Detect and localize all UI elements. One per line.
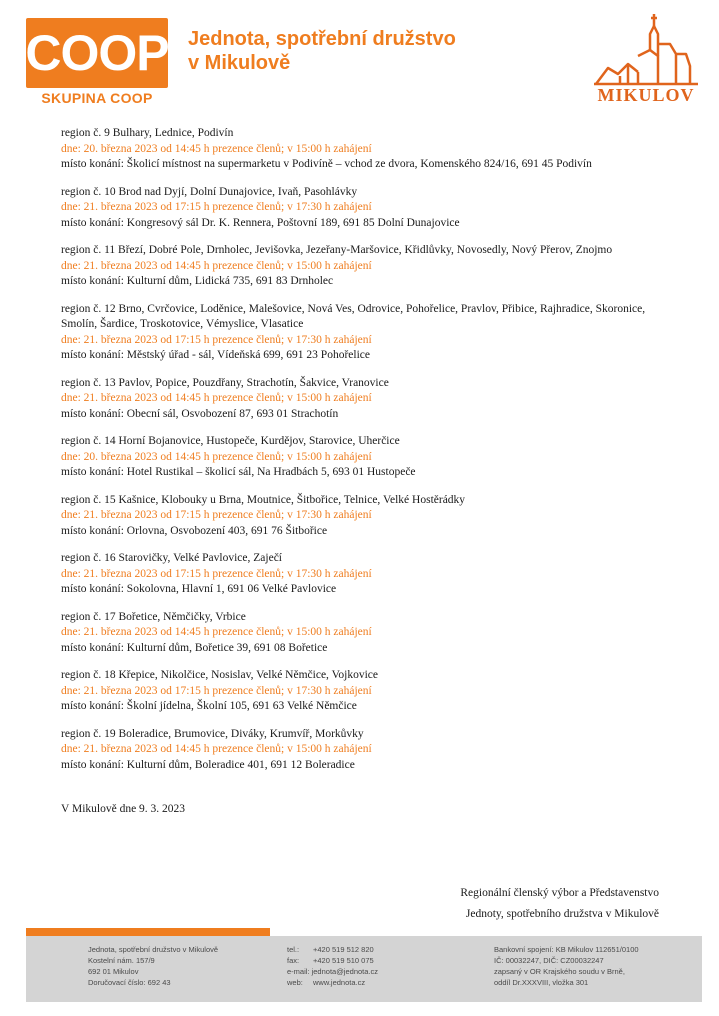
region-heading: region č. 13 Pavlov, Popice, Pouzdřany, Strachotín, Šakvice, Vranovice: [61, 376, 389, 389]
region-place: místo konání: Kulturní dům, Lidická 735, 691 83 Drnholec: [61, 275, 334, 287]
footer-bank-line: zapsaný v OR Krajského soudu v Brně,: [494, 967, 625, 976]
region-date: dne: 21. března 2023 od 14:45 h prezence členů; v 15:00 h zahájení: [61, 259, 372, 272]
region-date: dne: 20. března 2023 od 14:45 h prezence členů; v 15:00 h zahájení: [61, 142, 372, 155]
footer-address-line: Jednota, spotřební družstvo v Mikulově: [88, 945, 219, 954]
footer-contact-fax: [287, 955, 378, 966]
footer-contact-value: +420 519 510 075: [313, 956, 374, 965]
footer-contacts: [287, 944, 378, 988]
region-date: dne: 21. března 2023 od 17:15 h prezence členů; v 17:30 h zahájení: [61, 333, 372, 346]
mikulov-logo: [590, 10, 702, 106]
footer-address: [88, 944, 218, 988]
coop-logo-box: [26, 18, 168, 88]
region-block: [61, 126, 661, 173]
coop-logo: [25, 18, 169, 106]
region-heading: region č. 10 Brod nad Dyjí, Dolní Dunajovice, Ivaň, Pasohlávky: [61, 185, 358, 198]
footer-address-line: Kostelní nám. 157/9: [88, 956, 155, 965]
region-heading: region č. 14 Horní Bojanovice, Hustopeče, Kurdějov, Starovice, Uherčice: [61, 435, 400, 447]
region-place: místo konání: Hotel Rustikal – školicí sál, Na Hradbách 5, 693 01 Hustopeče: [61, 466, 416, 478]
regions-list: [61, 126, 661, 785]
organization-title-line2: v Mikulově: [188, 52, 291, 74]
region-place: místo konání: Školní jídelna, Školní 105, 691 63 Velké Němčice: [61, 700, 357, 712]
region-block: [61, 302, 661, 364]
region-date: dne: 21. března 2023 od 17:15 h prezence členů; v 17:30 h zahájení: [61, 509, 372, 521]
region-heading: region č. 16 Starovičky, Velké Pavlovice, Zaječí: [61, 552, 282, 564]
footer-contact-value: www.jednota.cz: [313, 978, 366, 987]
footer-address-line: 692 01 Mikulov: [88, 967, 139, 976]
signature-line1: Regionální členský výbor a Představenstvo: [460, 887, 659, 899]
region-date: dne: 21. března 2023 od 17:15 h prezence členů; v 17:30 h zahájení: [61, 684, 372, 697]
region-place: místo konání: Kulturní dům, Boleradice 401, 691 12 Boleradice: [61, 758, 355, 771]
region-heading: region č. 9 Bulhary, Lednice, Podivín: [61, 127, 234, 139]
footer-bank-line: IČ: 00032247, DIČ: CZ00032247: [494, 956, 604, 965]
region-block: [61, 727, 661, 774]
region-place: místo konání: Obecní sál, Osvobození 87, 693 01 Strachotín: [61, 407, 339, 420]
mikulov-castle-icon: [590, 10, 702, 86]
region-block: [61, 376, 661, 423]
footer-accent-bar: [26, 928, 270, 936]
region-block: [61, 243, 661, 290]
region-block: [61, 551, 661, 598]
region-place: místo konání: Kongresový sál Dr. K. Rennera, Poštovní 189, 691 85 Dolní Dunajovice: [61, 216, 460, 229]
organization-title: [188, 27, 456, 75]
region-date: dne: 21. března 2023 od 14:45 h prezence členů; v 15:00 h zahájení: [61, 392, 372, 404]
footer-contact-label: tel.:: [287, 945, 300, 954]
region-block: [61, 668, 661, 715]
footer: [26, 936, 702, 1002]
region-place: místo konání: Školicí místnost na supermarketu v Podivíně – vchod ze dvora, Komenského 824/16, 691 45 Podivín: [61, 158, 592, 170]
region-heading: region č. 15 Kašnice, Klobouky u Brna, Moutnice, Šitbořice, Telnice, Velké Hostěrádky: [61, 493, 466, 506]
region-heading: region č. 11 Březí, Dobré Pole, Drnholec, Jevišovka, Jezeřany-Maršovice, Křidlůvky, Novosedly, Nový Přerov, Znojmo: [61, 244, 613, 256]
organization-title-line1: Jednota, spotřební družstvo: [188, 28, 456, 50]
region-block: [61, 610, 661, 657]
region-heading: region č. 18 Křepice, Nikolčice, Nosislav, Velké Němčice, Vojkovice: [61, 669, 379, 681]
region-date: dne: 21. března 2023 od 14:45 h prezence členů; v 15:00 h zahájení: [61, 626, 372, 638]
footer-contact-email: [287, 966, 378, 977]
region-place: místo konání: Orlovna, Osvobození 403, 691 76 Šitbořice: [61, 524, 328, 537]
region-block: [61, 185, 661, 232]
region-date: dne: 21. března 2023 od 17:15 h prezence členů; v 17:30 h zahájení: [61, 201, 372, 213]
issue-date-line: V Mikulově dne 9. 3. 2023: [61, 803, 186, 815]
footer-contact-value: e-mail: jednota@jednota.cz: [287, 967, 378, 976]
region-date: dne: 21. března 2023 od 14:45 h prezence členů; v 15:00 h zahájení: [61, 743, 372, 755]
coop-logo-subtitle: SKUPINA COOP: [41, 90, 153, 106]
footer-bank-info: [494, 944, 639, 988]
signature-line2: Jednoty, spotřebního družstva v Mikulově: [465, 908, 659, 920]
footer-address-line: Doručovací číslo: 692 43: [88, 978, 171, 987]
region-heading: region č. 12 Brno, Cvrčovice, Loděnice, Malešovice, Nová Ves, Odrovice, Pohořelice, Pravlov, Přibice, Rajhradice, Skoronice, Smolín, Šardice, Troskotovice, Vémyslice, Vlasatice: [61, 302, 646, 330]
footer-contact-label: fax:: [287, 956, 300, 965]
footer-bank-line: Bankovní spojení: KB Mikulov 112651/0100: [494, 945, 639, 954]
footer-bank-line: oddíl Dr.XXXVIII, vložka 301: [494, 978, 589, 987]
region-block: [61, 493, 661, 540]
region-block: [61, 434, 661, 481]
footer-contact-phone: [287, 944, 378, 955]
region-heading: region č. 17 Bořetice, Němčičky, Vrbice: [61, 610, 246, 623]
footer-contact-label: web:: [287, 978, 303, 987]
footer-contact-web: [287, 977, 378, 988]
signature-block: [460, 883, 659, 925]
mikulov-logo-text: MIKULOV: [597, 85, 695, 105]
region-date: dne: 21. března 2023 od 17:15 h prezence členů; v 17:30 h zahájení: [61, 567, 372, 580]
footer-contact-value: +420 519 512 820: [313, 945, 374, 954]
region-date: dne: 20. března 2023 od 14:45 h prezence členů; v 15:00 h zahájení: [61, 450, 372, 463]
region-place: místo konání: Kulturní dům, Bořetice 39, 691 08 Bořetice: [61, 641, 328, 654]
region-heading: region č. 19 Boleradice, Brumovice, Diváky, Krumvíř, Morkůvky: [61, 727, 364, 740]
region-place: místo konání: Sokolovna, Hlavní 1, 691 06 Velké Pavlovice: [61, 583, 337, 595]
coop-logo-word: COOP: [25, 25, 169, 81]
region-place: místo konání: Městský úřad - sál, Vídeňská 699, 691 23 Pohořelice: [61, 349, 370, 361]
